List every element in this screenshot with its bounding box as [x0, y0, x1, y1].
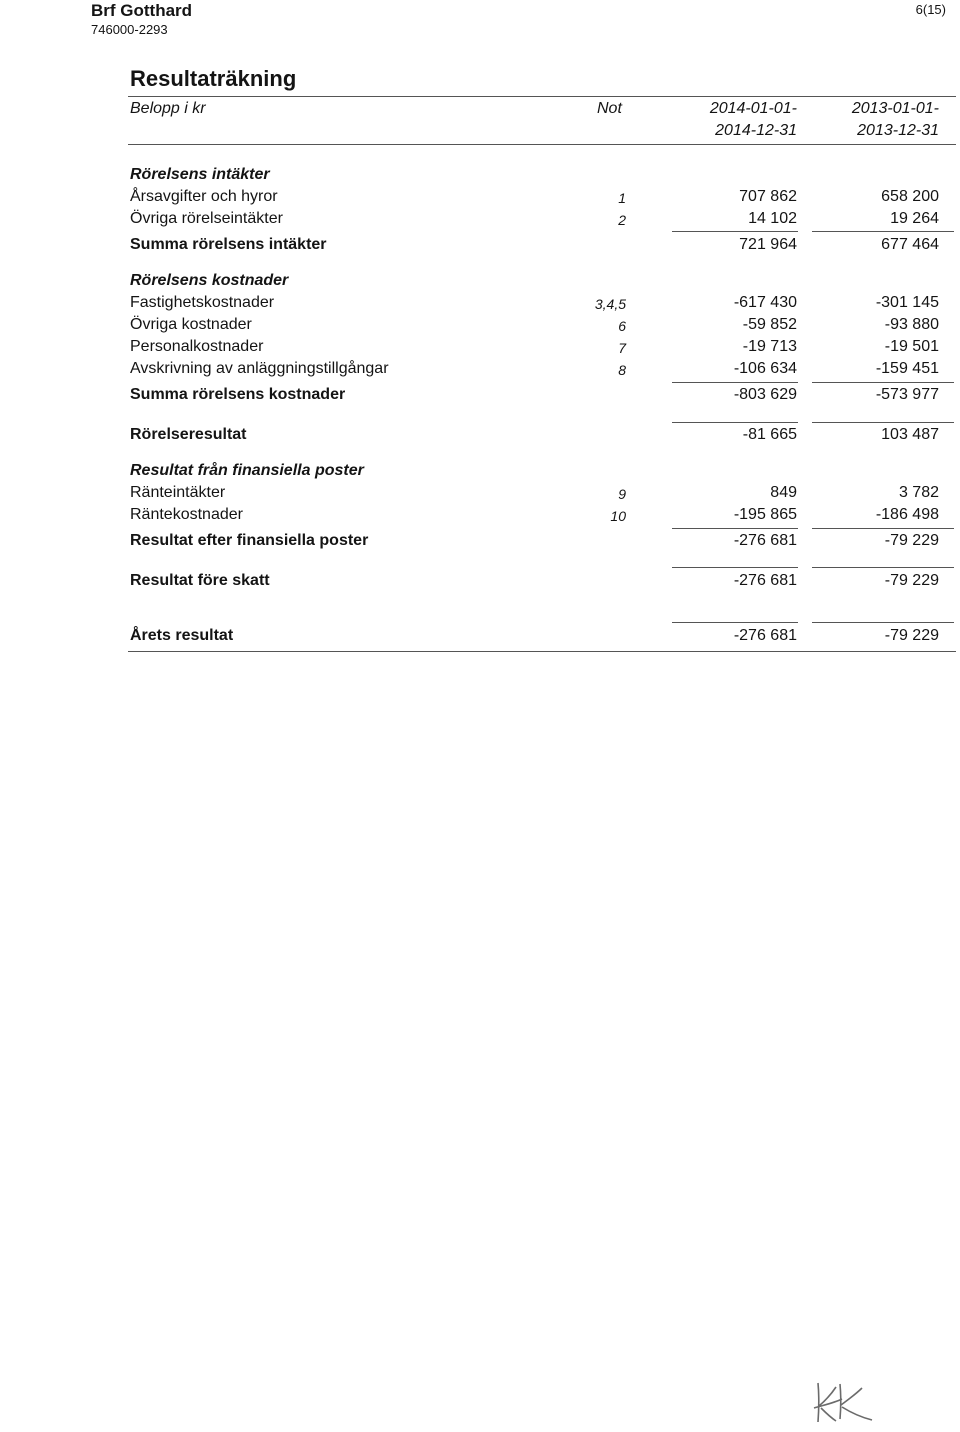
- title-divider: [128, 96, 956, 97]
- bottom-divider: [128, 651, 956, 652]
- section-heading: Rörelsens kostnader: [130, 272, 289, 289]
- row-note: 7: [618, 340, 626, 356]
- row-note: 1: [618, 190, 626, 206]
- subtotal-previous-value: -79 229: [884, 532, 939, 549]
- row-current-value: -617 430: [733, 294, 797, 311]
- row-current-value: -195 865: [733, 506, 797, 523]
- subtotal-current-value: 721 964: [739, 236, 797, 253]
- net-result-previous-value: -79 229: [884, 627, 939, 644]
- current-period-end: 2014-12-31: [715, 122, 797, 139]
- page-title: Resultaträkning: [130, 66, 297, 91]
- header-divider: [128, 144, 956, 145]
- row-label: Räntekostnader: [130, 506, 243, 523]
- row-previous-value: -301 145: [875, 294, 939, 311]
- handwritten-initials-signature: [812, 1378, 876, 1426]
- amount-unit-label: Belopp i kr: [130, 100, 206, 117]
- total-current-value: -276 681: [733, 572, 797, 589]
- row-note: 2: [618, 212, 626, 228]
- row-note: 3,4,5: [594, 296, 626, 312]
- row-note: 8: [618, 362, 626, 378]
- subtotal-rule: [672, 382, 798, 383]
- total-previous-value: -79 229: [884, 572, 939, 589]
- row-current-value: -106 634: [733, 360, 797, 377]
- total-rule: [672, 622, 798, 623]
- row-current-value: 849: [770, 484, 797, 501]
- previous-period-start: 2013-01-01-: [851, 100, 939, 117]
- row-previous-value: 658 200: [881, 188, 939, 205]
- row-current-value: -59 852: [742, 316, 797, 333]
- organization-number: 746000-2293: [91, 22, 168, 37]
- row-label: Avskrivning av anläggningstillgångar: [130, 360, 389, 377]
- subtotal-rule: [812, 528, 954, 529]
- subtotal-current-value: -276 681: [733, 532, 797, 549]
- subtotal-label: Summa rörelsens intäkter: [130, 236, 327, 253]
- row-current-value: 707 862: [739, 188, 797, 205]
- subtotal-rule: [672, 528, 798, 529]
- net-result-current-value: -276 681: [733, 627, 797, 644]
- subtotal-rule: [812, 231, 954, 232]
- subtotal-label: Summa rörelsens kostnader: [130, 386, 346, 403]
- subtotal-previous-value: -573 977: [875, 386, 939, 403]
- row-note: 10: [610, 508, 626, 524]
- section-heading: Rörelsens intäkter: [130, 166, 270, 183]
- row-previous-value: -93 880: [884, 316, 939, 333]
- organization-name: Brf Gotthard: [91, 1, 193, 20]
- row-label: Personalkostnader: [130, 338, 264, 355]
- total-previous-value: 103 487: [881, 426, 939, 443]
- subtotal-rule: [672, 231, 798, 232]
- note-column-header: Not: [597, 100, 622, 117]
- total-label: Resultat före skatt: [130, 572, 270, 589]
- total-current-value: -81 665: [742, 426, 797, 443]
- row-label: Övriga kostnader: [130, 316, 252, 333]
- row-label: Ränteintäkter: [130, 484, 226, 501]
- current-period-start: 2014-01-01-: [709, 100, 797, 117]
- row-label: Årsavgifter och hyror: [130, 188, 278, 205]
- row-previous-value: -19 501: [884, 338, 939, 355]
- total-rule: [812, 622, 954, 623]
- row-previous-value: 19 264: [890, 210, 939, 227]
- row-note: 6: [618, 318, 626, 334]
- net-result-label: Årets resultat: [130, 627, 234, 644]
- row-previous-value: -186 498: [875, 506, 939, 523]
- previous-period-end: 2013-12-31: [857, 122, 939, 139]
- total-rule: [812, 567, 954, 568]
- subtotal-rule: [812, 382, 954, 383]
- total-rule: [812, 422, 954, 423]
- row-previous-value: -159 451: [875, 360, 939, 377]
- section-heading: Resultat från finansiella poster: [130, 462, 364, 479]
- row-previous-value: 3 782: [898, 484, 939, 501]
- subtotal-current-value: -803 629: [733, 386, 797, 403]
- subtotal-label: Resultat efter finansiella poster: [130, 532, 369, 549]
- row-label: Fastighetskostnader: [130, 294, 275, 311]
- total-rule: [672, 422, 798, 423]
- row-note: 9: [618, 486, 626, 502]
- total-rule: [672, 567, 798, 568]
- total-label: Rörelseresultat: [130, 426, 247, 443]
- subtotal-previous-value: 677 464: [881, 236, 939, 253]
- row-current-value: -19 713: [742, 338, 797, 355]
- page-number: 6(15): [915, 2, 946, 17]
- row-label: Övriga rörelseintäkter: [130, 210, 283, 227]
- row-current-value: 14 102: [748, 210, 797, 227]
